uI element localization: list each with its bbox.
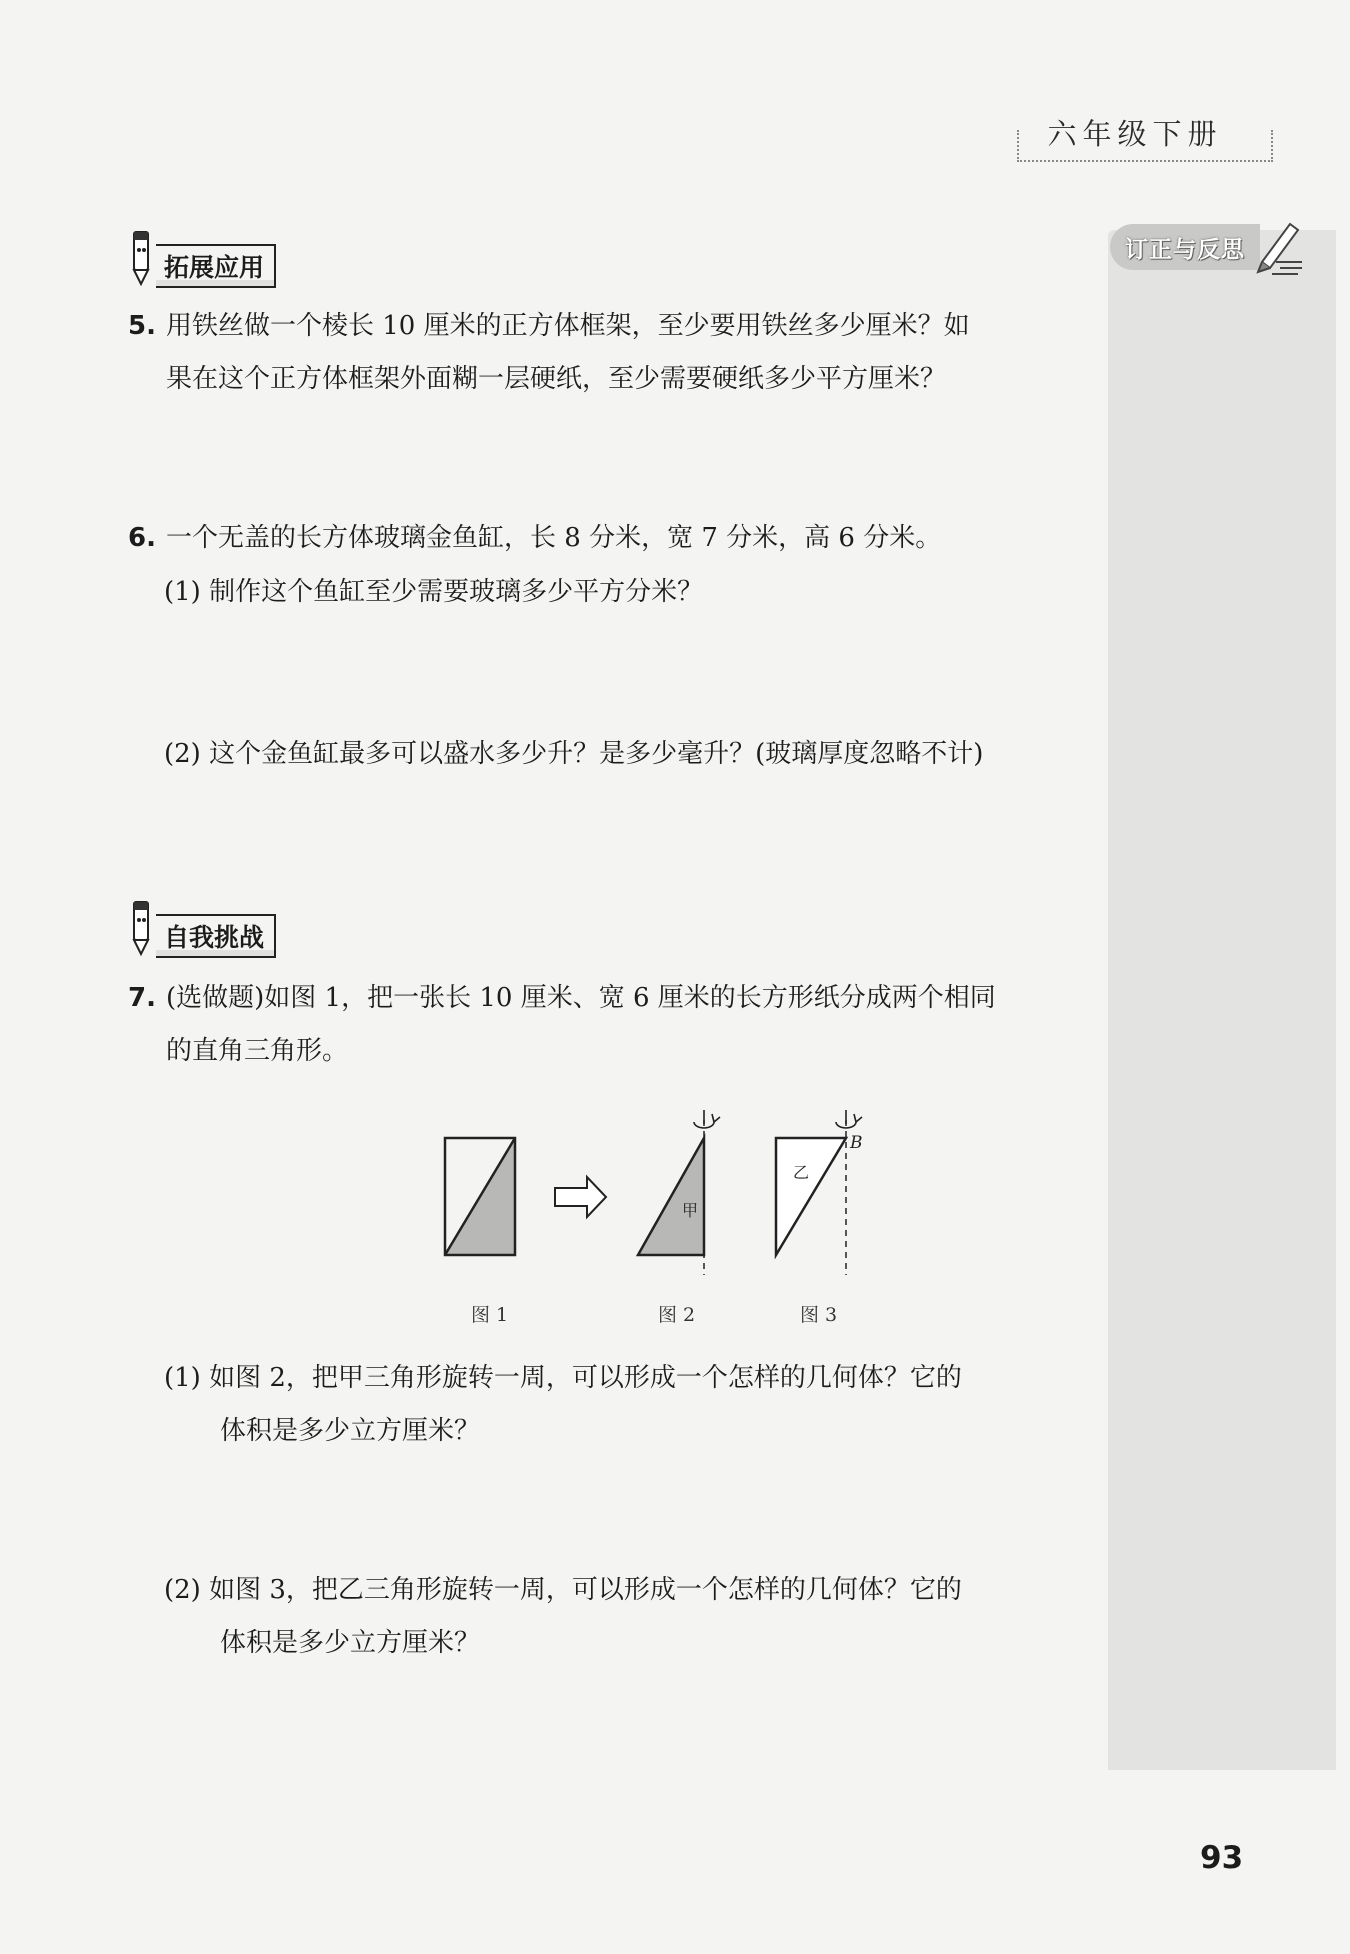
question-6-part-1: (1) 制作这个鱼缸至少需要玻璃多少平方分米？: [164, 577, 704, 607]
figure-3: [776, 1110, 863, 1275]
question-number: 7.: [128, 983, 156, 1013]
question-7-part-1: [164, 1352, 1084, 1458]
label-jia: 甲: [682, 1201, 699, 1220]
question-text: 的直角三角形。: [166, 1036, 349, 1066]
question-6-part-2: (2) 这个金鱼缸最多可以盛水多少升？是多少毫升？(玻璃厚度忽略不计): [164, 739, 984, 769]
question-number: 6.: [128, 523, 156, 553]
label-yi: 乙: [793, 1163, 810, 1182]
figure-2-caption: 图 2: [658, 1304, 696, 1326]
question-text: 体积是多少立方厘米？: [220, 1416, 481, 1446]
question-text: 果在这个正方体框架外面糊一层硬纸，至少需要硬纸多少平方厘米？: [166, 364, 947, 394]
question-text: 用铁丝做一个棱长 10 厘米的正方体框架，至少要用铁丝多少厘米？如: [166, 311, 970, 341]
figure-3-caption: 图 3: [800, 1304, 838, 1326]
figure-1: [445, 1138, 515, 1255]
figure-1-caption: 图 1: [471, 1304, 509, 1326]
question-text: 体积是多少立方厘米？: [220, 1628, 481, 1658]
grade-label: 六年级下册: [1047, 117, 1223, 151]
figure-2: [638, 1110, 720, 1275]
label-b: B: [850, 1133, 863, 1153]
page-number: 93: [1200, 1840, 1244, 1876]
question-number: 5.: [128, 311, 156, 341]
section-label: 自我挑战: [156, 914, 276, 958]
question-text: 一个无盖的长方体玻璃金鱼缸，长 8 分米，宽 7 分米，高 6 分米。: [166, 523, 942, 553]
question-text: (选做题)如图 1，把一张长 10 厘米、宽 6 厘米的长方形纸分成两个相同: [166, 983, 996, 1013]
question-7-part-2: [164, 1564, 1084, 1670]
reflection-title: 订正与反思: [1110, 224, 1260, 270]
right-arrow-icon: [555, 1177, 606, 1217]
question-text: (2) 如图 3，把乙三角形旋转一周，可以形成一个怎样的几何体？它的: [164, 1575, 962, 1605]
question-text: (1) 如图 2，把甲三角形旋转一周，可以形成一个怎样的几何体？它的: [164, 1363, 962, 1393]
section-label: 拓展应用: [156, 244, 276, 288]
